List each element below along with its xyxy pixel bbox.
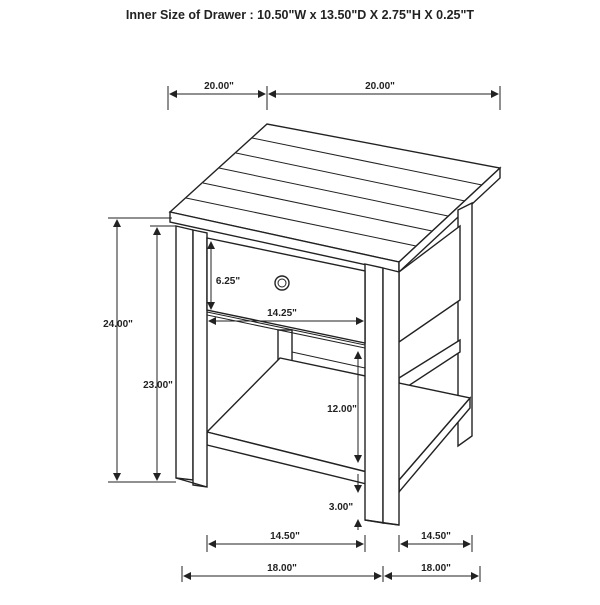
- dim-inner-front-width: [207, 531, 365, 552]
- dim-outer-front-width-label: 18.00": [267, 563, 297, 574]
- dim-inner-front-width-label: 14.50": [270, 531, 300, 542]
- lower-shelf: [207, 352, 470, 492]
- dim-inner-side-width-label: 14.50": [421, 531, 451, 542]
- dim-shelf-clearance-label: 12.00": [327, 404, 357, 415]
- dim-outer-side-width-label: 18.00": [421, 563, 451, 574]
- dim-overall-height-label: 24.00": [103, 319, 133, 330]
- dim-outer-front-width: [182, 563, 383, 582]
- dim-outer-side-width: [385, 563, 480, 582]
- dim-leg-height: [143, 226, 176, 480]
- dim-overall-height: [103, 218, 176, 482]
- front-right-leg: [365, 264, 399, 525]
- dim-top-depth: [168, 81, 267, 110]
- dim-leg-height-label: 23.00": [143, 380, 173, 391]
- dim-inner-side-width: [399, 531, 472, 552]
- dim-top-depth-label: 20.00": [204, 81, 234, 92]
- dim-top-width: [269, 81, 500, 110]
- dim-drawer-width-label: 14.25": [267, 308, 297, 319]
- dim-top-width-label: 20.00": [365, 81, 395, 92]
- dim-drawer-height-label: 6.25": [215, 276, 241, 287]
- dim-shelf-from-floor: [329, 474, 358, 530]
- drawer-inner-size-title: Inner Size of Drawer : 10.50"W x 13.50"D X 2.75"H X 0.25"T: [125, 8, 475, 22]
- dim-shelf-from-floor-label: 3.00": [328, 502, 354, 513]
- front-left-leg: [176, 226, 207, 487]
